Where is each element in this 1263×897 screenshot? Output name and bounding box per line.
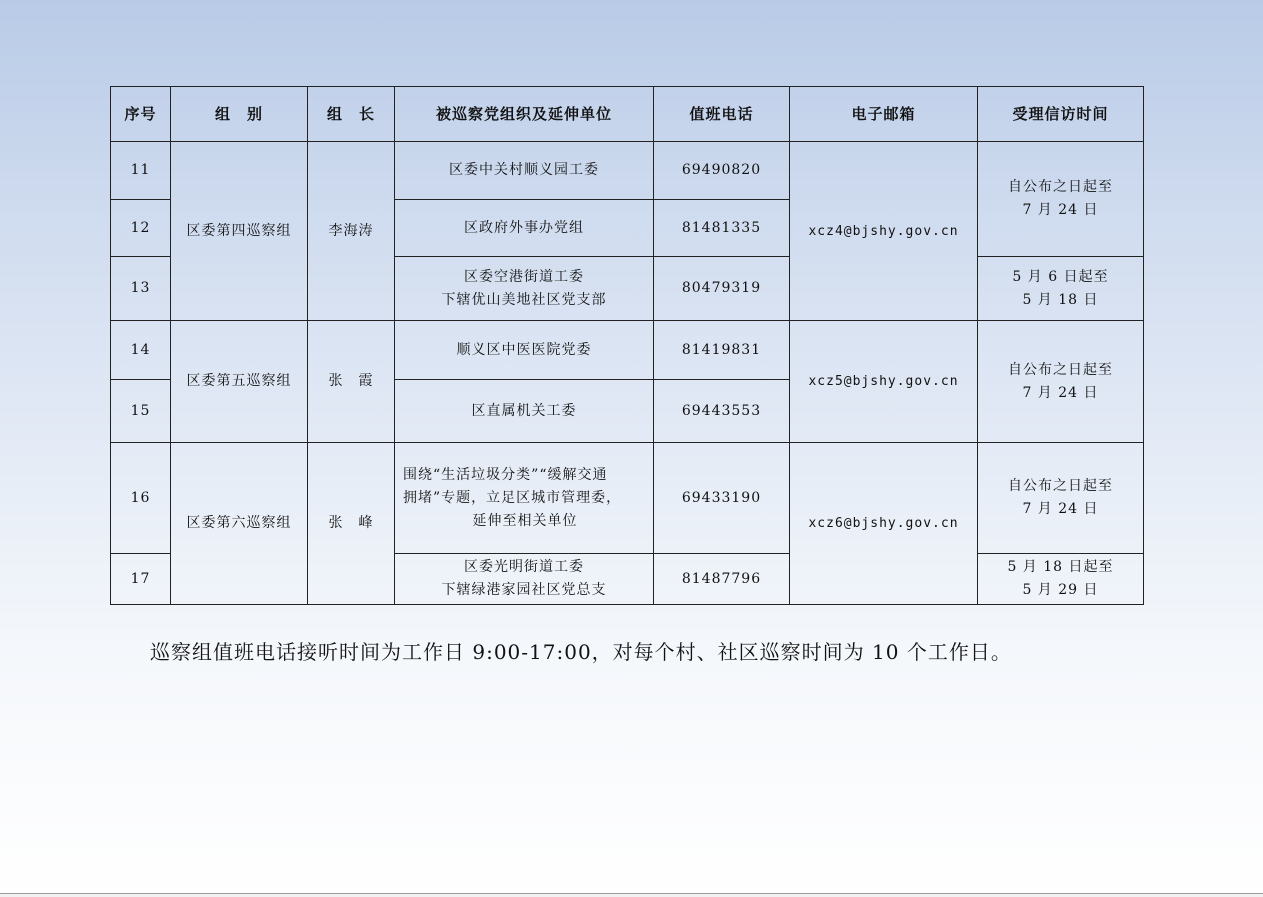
time-cell (978, 142, 1144, 257)
group-leader: 张 霞 (308, 321, 395, 443)
unit-line: 下辖绿港家园社区党总支 (441, 582, 607, 598)
email-cell: xcz5@bjshy.gov.cn (790, 321, 978, 443)
header-index: 序号 (111, 87, 171, 142)
row-index: 12 (111, 200, 171, 257)
group-leader: 李海涛 (308, 142, 395, 321)
row-index: 13 (111, 257, 171, 321)
time-cell (978, 321, 1144, 443)
unit-cell (395, 257, 654, 321)
unit-cell (395, 321, 654, 380)
unit-cell (395, 443, 654, 554)
row-index: 16 (111, 443, 171, 554)
unit-line: 区政府外事办党组 (464, 219, 584, 236)
time-cell (978, 443, 1144, 554)
unit-cell (395, 142, 654, 200)
table-header-row (111, 87, 1144, 142)
header-email: 电子邮箱 (790, 87, 978, 142)
time-line: 7 月 24 日 (1022, 202, 1099, 218)
table-row (111, 142, 1144, 200)
table-row (111, 321, 1144, 380)
header-unit: 被巡察党组织及延伸单位 (395, 87, 654, 142)
header-time: 受理信访时间 (978, 87, 1144, 142)
phone-cell: 81487796 (654, 554, 790, 605)
time-line: 5 月 29 日 (1022, 582, 1099, 598)
time-cell (978, 257, 1144, 321)
email-cell: xcz4@bjshy.gov.cn (790, 142, 978, 321)
unit-cell (395, 380, 654, 443)
row-index: 17 (111, 554, 171, 605)
phone-cell: 80479319 (654, 257, 790, 321)
phone-cell: 81419831 (654, 321, 790, 380)
time-line: 7 月 24 日 (1022, 384, 1099, 401)
group-name: 区委第四巡察组 (171, 142, 308, 321)
unit-line: 拥堵”专题，立足区城市管理委， (403, 489, 622, 506)
header-group: 组 别 (171, 87, 308, 142)
row-index: 11 (111, 142, 171, 200)
unit-line: 延伸至相关单位 (472, 512, 578, 529)
time-cell (978, 554, 1144, 605)
inspection-schedule-table (110, 86, 1144, 605)
row-index: 14 (111, 321, 171, 380)
table-row (111, 443, 1144, 554)
time-line: 自公布之日起至 (1008, 361, 1113, 378)
group-name: 区委第六巡察组 (171, 443, 308, 605)
header-leader: 组 长 (308, 87, 395, 142)
unit-line: 顺义区中医医院党委 (456, 341, 592, 358)
group-leader: 张 峰 (308, 443, 395, 605)
phone-cell: 69443553 (654, 380, 790, 443)
phone-cell: 69433190 (654, 443, 790, 554)
phone-cell: 81481335 (654, 200, 790, 257)
unit-line: 区委空港街道工委 (464, 268, 584, 285)
unit-line: 下辖优山美地社区党支部 (441, 291, 607, 308)
unit-cell (395, 200, 654, 257)
time-line: 5 月 6 日起至 (1012, 268, 1109, 285)
header-phone: 值班电话 (654, 87, 790, 142)
unit-line: 区委光明街道工委 (464, 559, 584, 575)
row-index: 15 (111, 380, 171, 443)
time-line: 自公布之日起至 (1008, 179, 1113, 195)
time-line: 7 月 24 日 (1022, 501, 1099, 517)
email-cell: xcz6@bjshy.gov.cn (790, 443, 978, 605)
phone-cell: 69490820 (654, 142, 790, 200)
unit-line: 围绕“生活垃圾分类”“缓解交通 (403, 466, 608, 483)
unit-cell (395, 554, 654, 605)
time-line: 自公布之日起至 (1008, 478, 1113, 494)
group-name: 区委第五巡察组 (171, 321, 308, 443)
time-line: 5 月 18 日 (1022, 291, 1099, 308)
unit-line: 区直属机关工委 (471, 402, 577, 419)
duty-hours-note: 巡察组值班电话接听时间为工作日 9:00-17:00，对每个村、社区巡察时间为 10 个工作日。 (150, 640, 1012, 664)
unit-line: 区委中关村顺义园工委 (449, 162, 599, 178)
time-line: 5 月 18 日起至 (1007, 559, 1114, 575)
